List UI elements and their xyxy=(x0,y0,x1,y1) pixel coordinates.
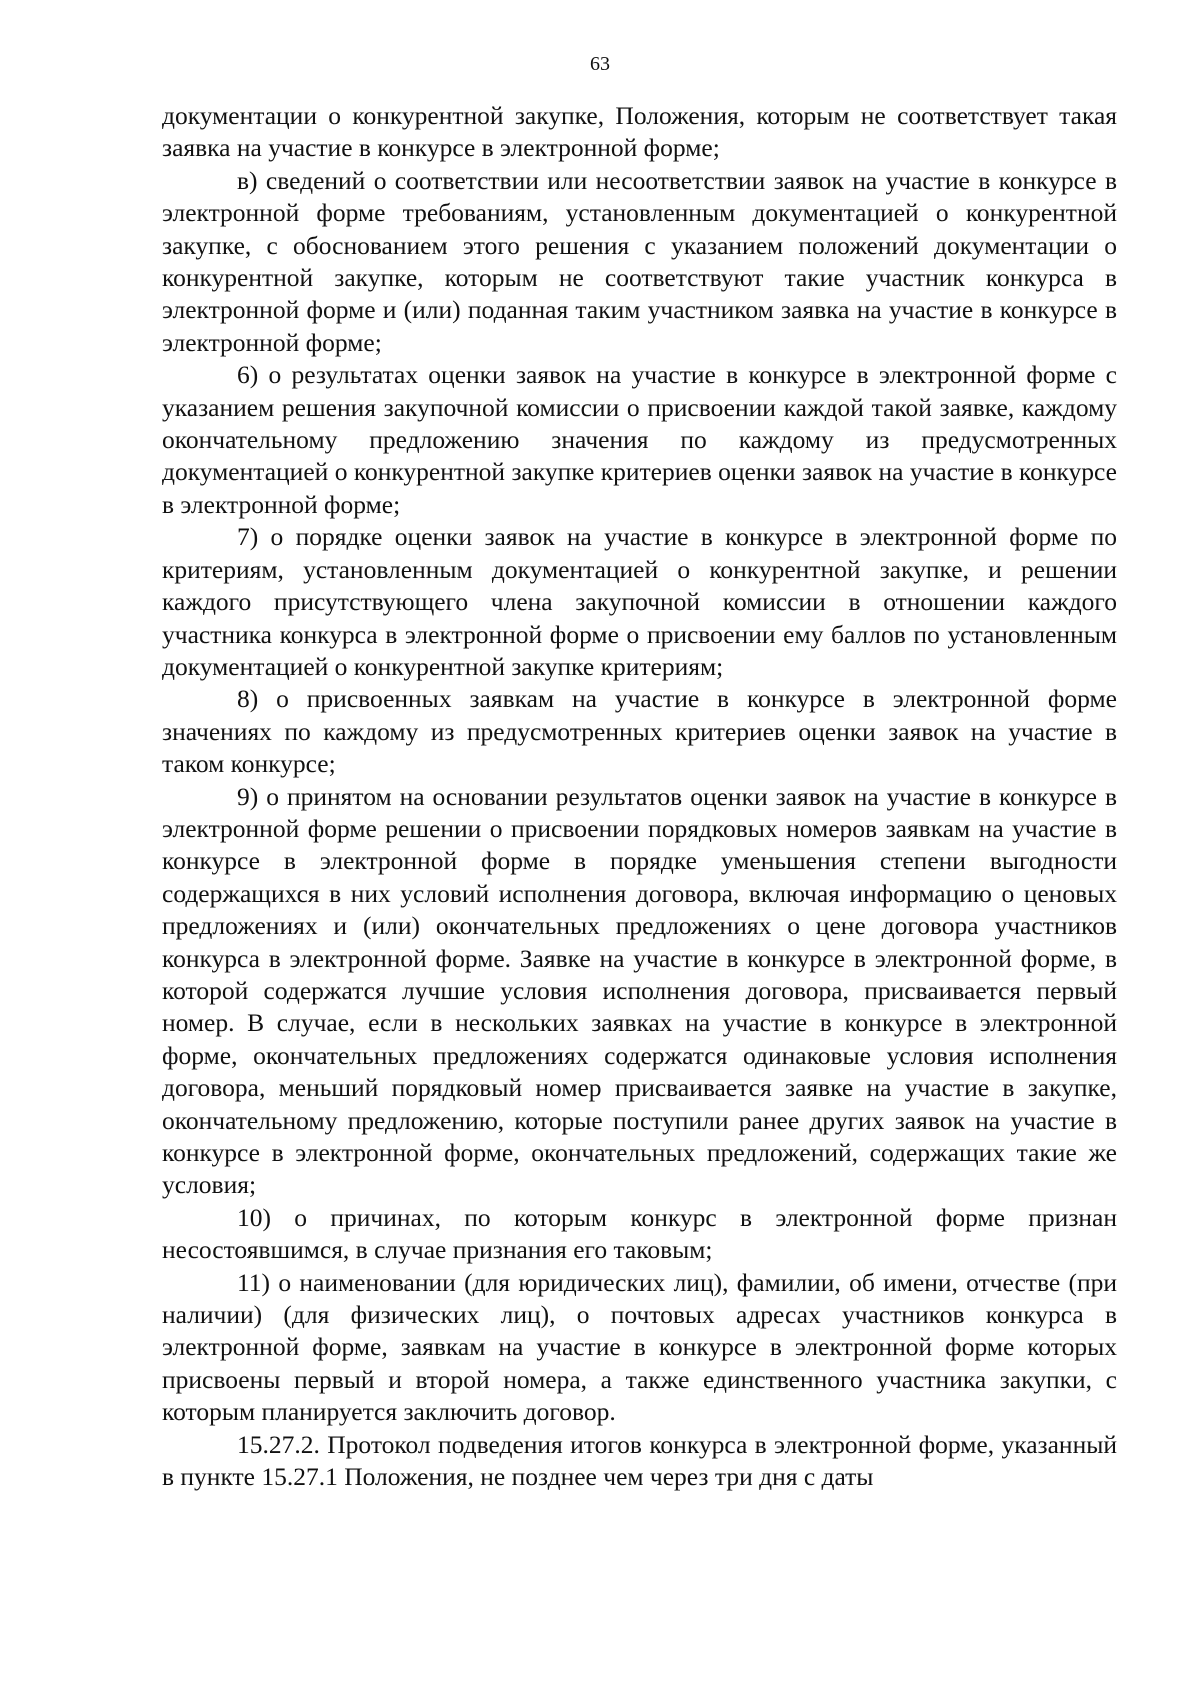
paragraph-item-7: 7) о порядке оценки заявок на участие в конкурсе в электронной форме по критериям, установленным документацией о конкурентной закупке, и решении каждого присутствующего члена закупочной комиссии в отношении каждого участника конкурса в электронной форме о присвоении ему баллов по установленным документацией о конкурентной закупке критериям; xyxy=(162,522,1117,681)
document-body xyxy=(162,100,1117,1493)
paragraph-item-9: 9) о принятом на основании результатов оценки заявок на участие в конкурсе в электронной форме решении о присвоении порядковых номеров заявкам на участие в конкурсе в электронной форме в порядке уменьшения степени выгодности содержащихся в них условий исполнения договора, включая информацию о ценовых предложениях и (или) окончательных предложениях о цене договора участников конкурса в электронной форме. Заявке на участие в конкурсе в электронной форме, в которой содержатся лучшие условия исполнения договора, присваивается первый номер. В случае, если в нескольких заявках на участие в конкурсе в электронной форме, окончательных предложениях содержатся одинаковые условия исполнения договора, меньший порядковый номер присваивается заявке на участие в закупке, окончательному предложению, которые поступили ранее других заявок на участие в конкурсе в электронной форме, окончательных предложений, содержащих такие же условия; xyxy=(162,781,1117,1200)
paragraph-item-8: 8) о присвоенных заявкам на участие в конкурсе в электронной форме значениях по каждому из предусмотренных критериев оценки заявок на участие в таком конкурсе; xyxy=(162,684,1117,779)
paragraph-item-11: 11) о наименовании (для юридических лиц), фамилии, об имени, отчестве (при наличии) (для физических лиц), о почтовых адресах участников конкурса в электронной форме, заявкам на участие в конкурсе в электронной форме которых присвоены первый и второй номера, а также единственного участника закупки, с которым планируется заключить договор. xyxy=(162,1267,1117,1427)
paragraph-item-v: в) сведений о соответствии или несоответствии заявок на участие в конкурсе в электронной форме требованиям, установленным документацией о конкурентной закупке, с обоснованием этого решения с указанием положений документации о конкурентной закупке, которым не соответствуют такие участник конкурса в электронной форме и (или) поданная таким участником заявка на участие в конкурсе в электронной форме; xyxy=(162,165,1117,357)
paragraph-15-27-2: 15.27.2. Протокол подведения итогов конкурса в электронной форме, указанный в пункте 15.27.1 Положения, не позднее чем через три дня с даты xyxy=(162,1429,1117,1492)
paragraph-item-6: 6) о результатах оценки заявок на участие в конкурсе в электронной форме с указанием решения закупочной комиссии о присвоении каждой такой заявке, каждому окончательному предложению значения по каждому из предусмотренных документацией о конкурентной закупке критериев оценки заявок на участие в конкурсе в электронной форме; xyxy=(162,360,1117,519)
page-number: 63 xyxy=(590,53,610,75)
paragraph-item-10: 10) о причинах, по которым конкурс в электронной форме признан несостоявшимся, в случае признания его таковым; xyxy=(162,1202,1117,1265)
paragraph-continuation: документации о конкурентной закупке, Положения, которым не соответствует такая заявка на участие в конкурсе в электронной форме; xyxy=(162,101,1117,163)
